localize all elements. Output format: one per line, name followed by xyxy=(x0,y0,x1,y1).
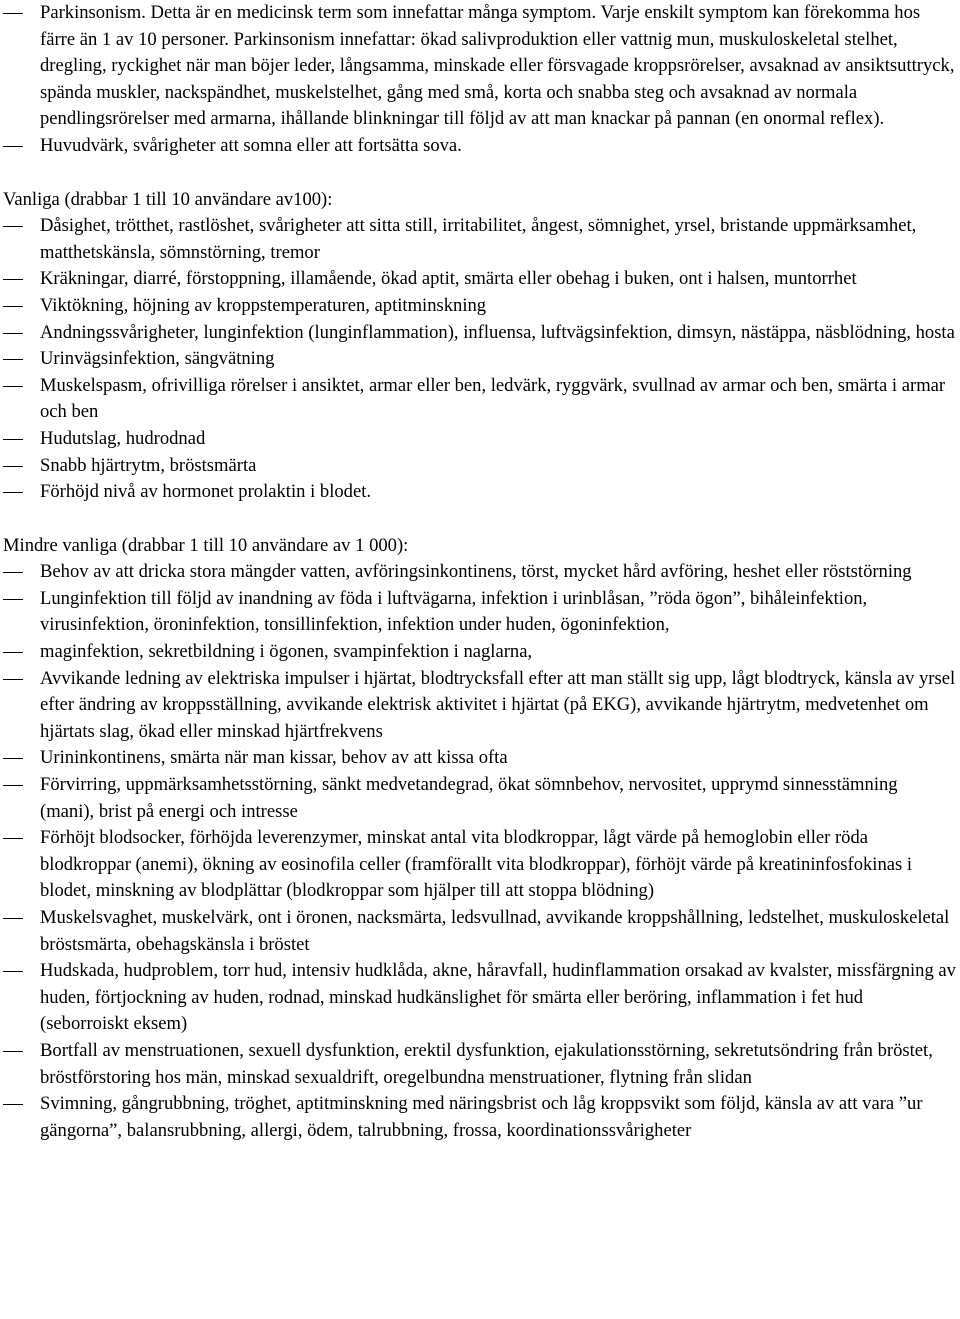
list-item-text: Förhöjd nivå av hormonet prolaktin i blodet. xyxy=(40,481,372,503)
list-item xyxy=(0,453,960,480)
dash-bullet xyxy=(3,146,23,147)
list-item-text: Dåsighet, trötthet, rastlöshet, svårigheter att sitta still, irritabilitet, ångest, sömnighet, yrsel, bristande uppmärksamhet, matthetskänsla, sömnstörning, tremor xyxy=(40,215,917,263)
dash-bullet xyxy=(3,279,23,280)
list-item xyxy=(0,666,960,746)
dash-bullet xyxy=(3,679,23,680)
list-item xyxy=(0,426,960,453)
list-item-text: maginfektion, sekretbildning i ögonen, svampinfektion i naglarna, xyxy=(40,641,533,663)
list-item xyxy=(0,905,960,958)
list-item-text: Hudutslag, hudrodnad xyxy=(40,427,206,449)
list-item-text: Behov av att dricka stora mängder vatten, avföringsinkontinens, törst, mycket hård avföring, heshet eller röststörning xyxy=(40,561,912,583)
dash-bullet xyxy=(3,359,23,360)
dash-bullet xyxy=(3,785,23,786)
list-item xyxy=(0,479,960,506)
list-item xyxy=(0,1038,960,1091)
list-item xyxy=(0,745,960,772)
dash-bullet xyxy=(3,306,23,307)
list-item-text: Avvikande ledning av elektriska impulser i hjärtat, blodtrycksfall efter att man ställt sig upp, lågt blodtryck, känsla av yrsel efter ändring av kroppsställning, avvikande elektrisk aktivitet i hjärtat (på EKG), avvikande hjärtrytm, medvetenhet om hjärtats slag, ökad eller minskad hjärtfrekvens xyxy=(40,667,956,742)
dash-bullet xyxy=(3,599,23,600)
list-item xyxy=(0,639,960,666)
list-item xyxy=(0,346,960,373)
dash-bullet xyxy=(3,971,23,972)
section-gap xyxy=(0,160,960,187)
list-item xyxy=(0,266,960,293)
dash-bullet xyxy=(3,838,23,839)
list-item-text: Förhöjt blodsocker, förhöjda leverenzymer, minskat antal vita blodkroppar, lågt värde på hemoglobin eller röda blodkroppar (anemi), ökning av eosinofila celler (framförallt vita blodkroppar), förhöjt värde på kreatininfosfokinas i blodet, minskning av blodplättar (blodkroppar som hjälper till att stoppa blödning) xyxy=(40,827,913,902)
section-heading-common: Vanliga (drabbar 1 till 10 användare av100): xyxy=(3,188,333,210)
list-item xyxy=(0,320,960,347)
list-item-text: Urinvägsinfektion, sängvätning xyxy=(40,348,275,370)
list-item xyxy=(0,586,960,639)
dash-bullet xyxy=(3,13,23,14)
list-item-text: Muskelspasm, ofrivilliga rörelser i ansiktet, armar eller ben, ledvärk, ryggvärk, svullnad av armar och ben, smärta i armar och ben xyxy=(40,374,946,423)
dash-bullet xyxy=(3,226,23,227)
list-item-text: Parkinsonism. Detta är en medicinsk term som innefattar många symptom. Varje enskilt symptom kan förekomma hos färre än 1 av 10 personer. Parkinsonism innefattar: ökad salivproduktion eller vattnig mun, muskuloskeletal stelhet, dregling, ryckighet när man böjer leder, långsamma, minskade eller försvagade kroppsrörelser, avsaknad av ansiktsuttryck, spända muskler, nackspändhet, muskelstelhet, gång med små, korta och snabba steg och avsaknad av normala pendlingsrörelser med armarna, ihållande blinkningar till följd av att man knackar på pannan (en onormal reflex). xyxy=(40,2,955,130)
list-item-text: Muskelsvaghet, muskelvärk, ont i öronen, nacksmärta, ledsvullnad, avvikande kroppshållning, ledstelhet, muskuloskeletal bröstsmärta, obehagskänsla i bröstet xyxy=(40,907,950,955)
list-item-text: Andningssvårigheter, lunginfektion (lunginflammation), influensa, luftvägsinfektion, dimsyn, nästäppa, näsblödning, hosta xyxy=(40,321,955,343)
uncommon-side-effects-list xyxy=(0,559,960,1144)
list-item xyxy=(0,958,960,1038)
side-effect-list-continued xyxy=(0,0,960,160)
list-item xyxy=(0,825,960,905)
dash-bullet xyxy=(3,918,23,919)
list-item xyxy=(0,559,960,586)
list-item-text: Snabb hjärtrytm, bröstsmärta xyxy=(40,454,257,476)
dash-bullet xyxy=(3,492,23,493)
list-item-text: Viktökning, höjning av kroppstemperaturen, aptitminskning xyxy=(40,294,487,316)
common-side-effects-list xyxy=(0,213,960,506)
list-item-text: Förvirring, uppmärksamhetsstörning, sänkt medvetandegrad, ökat sömnbehov, nervositet, upprymd sinnesstämning (mani), brist på energi och intresse xyxy=(40,774,898,822)
dash-bullet xyxy=(3,758,23,759)
dash-bullet xyxy=(3,652,23,653)
list-item-text: Bortfall av menstruationen, sexuell dysfunktion, erektil dysfunktion, ejakulationsstörning, sekretutsöndring från bröstet, bröstförstoring hos män, minskad sexualdrift, oregelbundna menstruationer, flytning från slidan xyxy=(40,1039,933,1088)
list-item xyxy=(0,772,960,825)
list-item-text: Urininkontinens, smärta när man kissar, behov av att kissa ofta xyxy=(40,747,508,769)
list-item xyxy=(0,373,960,426)
list-item xyxy=(0,1091,960,1144)
list-item xyxy=(0,293,960,320)
list-item-text: Kräkningar, diarré, förstoppning, illamående, ökad aptit, smärta eller obehag i buken, ont i halsen, muntorrhet xyxy=(40,268,857,290)
dash-bullet xyxy=(3,333,23,334)
list-item xyxy=(0,133,960,160)
list-item-text: Hudskada, hudproblem, torr hud, intensiv hudklåda, akne, håravfall, hudinflammation orsakad av kvalster, missfärgning av huden, förtjockning av huden, rodnad, minskad hudkänslighet för smärta eller beröring, inflammation i fet hud (seborroiskt eksem) xyxy=(40,960,956,1035)
list-item xyxy=(0,213,960,266)
dash-bullet xyxy=(3,439,23,440)
dash-bullet xyxy=(3,572,23,573)
section-heading-uncommon: Mindre vanliga (drabbar 1 till 10 användare av 1 000): xyxy=(3,534,409,556)
dash-bullet xyxy=(3,1051,23,1052)
section-gap xyxy=(0,506,960,533)
list-item-text: Lunginfektion till följd av inandning av föda i luftvägarna, infektion i urinblåsan, ”röda ögon”, bihåleinfektion, virusinfektion, öroninfektion, tonsillinfektion, infektion under huden, ögoninfektion, xyxy=(40,587,868,636)
dash-bullet xyxy=(3,466,23,467)
dash-bullet xyxy=(3,1104,23,1105)
list-item-text: Svimning, gångrubbning, tröghet, aptitminskning med näringsbrist och låg kroppsvikt som följd, känsla av att vara ”ur gängorna”, balansrubbning, allergi, ödem, talrubbning, frossa, koordinationssvårigheter xyxy=(40,1093,923,1141)
list-item xyxy=(0,0,960,133)
list-item-text: Huvudvärk, svårigheter att somna eller att fortsätta sova. xyxy=(40,134,462,156)
dash-bullet xyxy=(3,386,23,387)
